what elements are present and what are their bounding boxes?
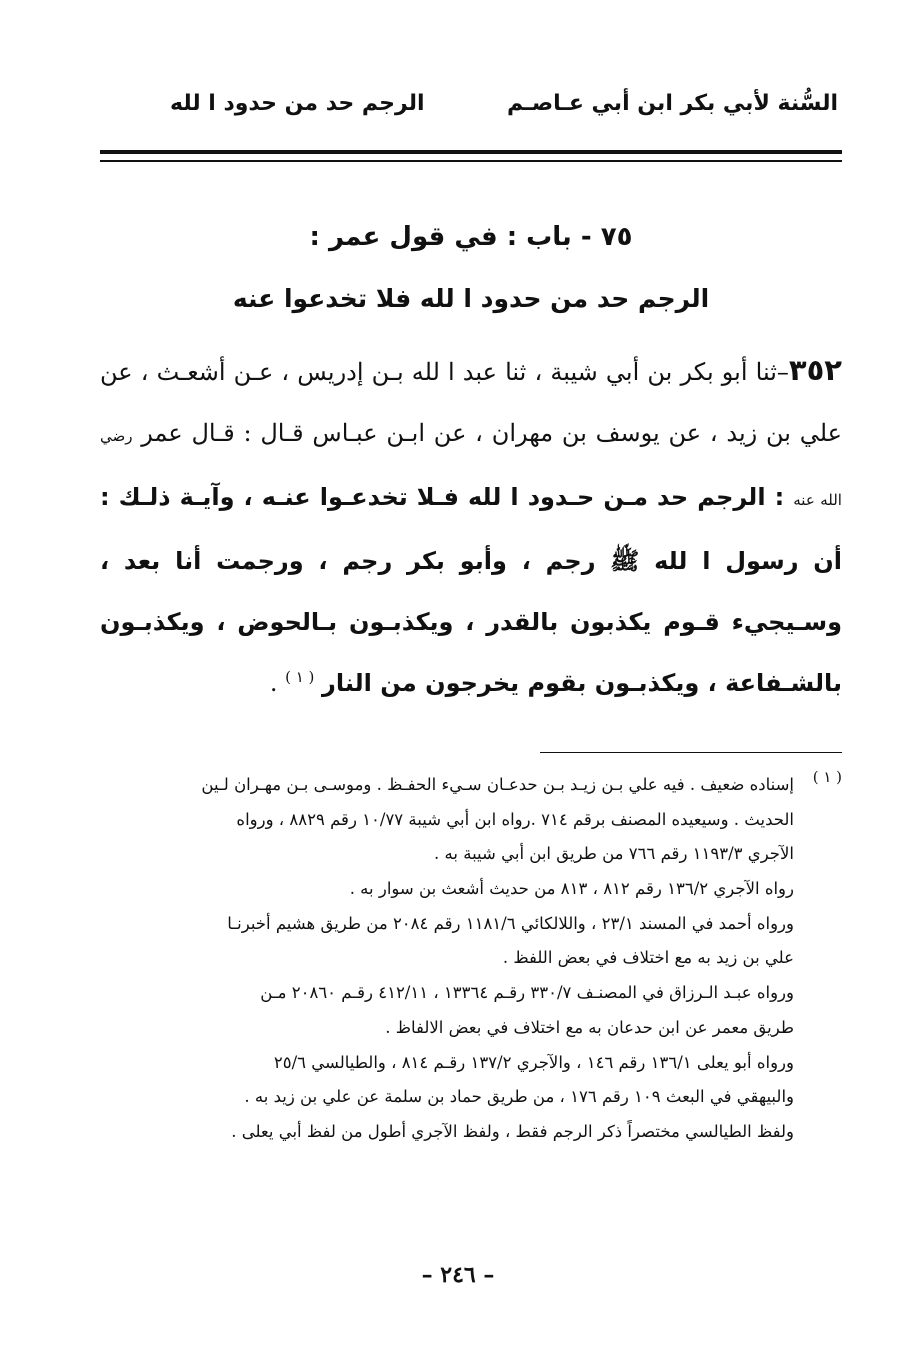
footnote-line: ورواه أبو يعلى ١٣٦/١ رقم ١٤٦ ، والآجري ١٣٧/٢ رقـم ٨١٤ ، والطيالسي ٢٥/٦: [273, 1052, 794, 1072]
footnote-line: والبيهقي في البعث ١٠٩ رقم ١٧٦ ، من طريق حماد بن سلمة عن علي بن زيد به .: [244, 1087, 794, 1107]
footnote-line: طريق معمر عن ابن حدعان به مع اختلاف في بعض الالفاظ .: [385, 1017, 794, 1037]
honorific-glyph: رضي الله عنه: [100, 427, 842, 509]
hadith-text: [100, 340, 842, 714]
hadith-number: ٣٥٢: [788, 353, 842, 387]
footnote-separator: [540, 752, 842, 753]
hadith-matn-1: : الرجم حد مـن حـدود ا لله فـلا تخدعـوا عنـه ، وآيـة ذلـك : أن رسول ا لله: [100, 483, 842, 575]
footnote-line: ورواه عبـد الـرزاق في المصنـف ٣٣٠/٧ رقـم ١٣٣٦٤ ، ٤١٢/١١ رقـم ٢٠٨٦٠ مـن: [260, 983, 794, 1003]
book-title-header: السُّنة لأبي بكر ابن أبي عـاصـم: [507, 91, 838, 116]
footnote-block: [100, 768, 794, 1150]
running-title-header: الرجم حد من حدود ا لله: [170, 91, 425, 116]
footnote-line: ورواه أحمد في المسند ٢٣/١ ، واللالكائي ١١٨١/٦ رقم ٢٠٨٤ من طريق هشيم أخبرنـا: [227, 913, 794, 933]
page-number: – ٢٤٦ –: [421, 1262, 495, 1288]
footnote-line: إسناده ضعيف . فيه علي بـن زيـد بـن حدعـان سـيء الحفـظ . وموسـى بـن مهـران لـين: [201, 775, 794, 794]
footnote-reference: ( ١ ): [285, 668, 315, 686]
footnote-line: الآجري ١١٩٣/٣ رقم ٧٦٦ من طريق ابن أبي شيبة به .: [434, 844, 794, 864]
salawat-glyph: ﷺ: [610, 547, 640, 575]
footnote-line: الحديث . وسيعيده المصنف برقم ٧١٤ .رواه ابن أبي شيبة ١٠/٧٧ رقم ٨٨٢٩ ، ورواه: [236, 809, 794, 829]
footnote-line: رواه الآجري ١٣٦/٢ رقم ٨١٢ ، ٨١٣ من حديث أشعث بن سوار به .: [349, 879, 794, 899]
footnote-line: علي بن زيد به مع اختلاف في بعض اللفظ .: [502, 948, 794, 968]
header-rule-thick: [100, 150, 842, 154]
hadith-isnad: –ثنا أبو بكر بن أبي شيبة ، ثنا عبد ا لله بـن إدريس ، عـن أشعـث ، عن علي بن زيد ، عن يوسف بن مهران ، عن ابـن عبـاس قـال : قـال عمر: [100, 358, 842, 447]
footnote-marker: ( ١ ): [812, 768, 842, 786]
chapter-subheading: الرجم حد من حدود ا لله فلا تخدعوا عنه: [232, 284, 710, 313]
chapter-heading: ٧٥ - باب : في قول عمر :: [309, 222, 633, 252]
hadith-matn-2: رجم ، وأبو بكر رجم ، ورجمت أنا بعد ، وسـيجيء قـوم يكذبون بالقدر ، ويكذبـون بـالحوض ، ويكذبـون بالشـفاعة ، ويكذبـون بقوم يخرجون من النار: [100, 547, 842, 697]
header-rule-thin: [100, 160, 842, 162]
hadith-ending: .: [269, 669, 286, 697]
footnote-line: ولفظ الطيالسي مختصراً ذكر الرجم فقط ، ولفظ الآجري أطول من لفظ أبي يعلى .: [231, 1121, 794, 1141]
